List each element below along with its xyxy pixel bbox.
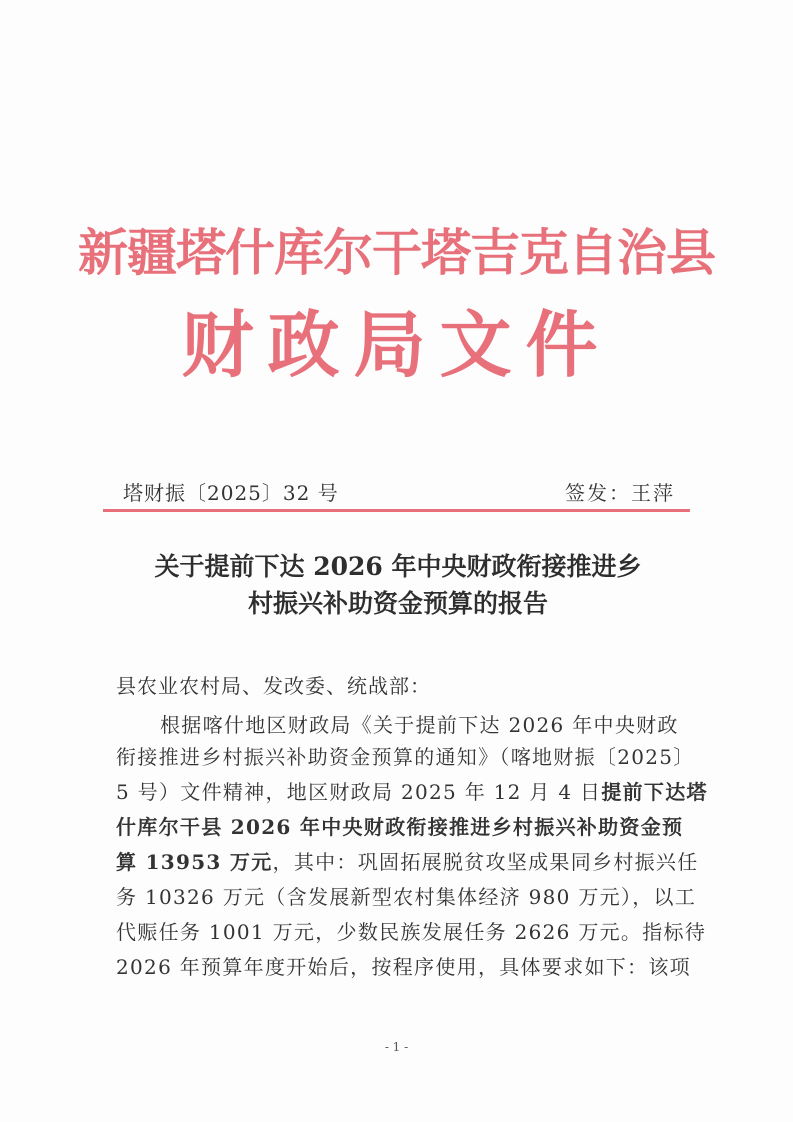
body-line	[160, 710, 720, 740]
body-line	[116, 847, 699, 877]
body-line	[116, 882, 697, 912]
body-line	[116, 777, 708, 807]
title-line-2: 村振兴补助资金预算的报告	[247, 589, 548, 618]
document-type-title: 财政局文件	[181, 302, 612, 387]
body-text-segment: 2026 年预算年度开始后，按程序使用，具体要求如下：该项	[116, 955, 691, 979]
body-line	[116, 952, 691, 982]
body-text-segment: ，其中：巩固拓展脱贫攻坚成果同乡村振兴任	[272, 850, 699, 874]
body-line	[116, 812, 684, 842]
body-text-bold: 什库尔干县 2026 年中央财政衔接推进乡村振兴补助资金预	[116, 815, 684, 839]
page-number: - 1 -	[384, 1040, 409, 1054]
body-text-segment: 5 号）文件精神，地区财政局 2025 年 12 月 4 日	[116, 780, 602, 804]
salutation: 县农业农村局、发改委、统战部：	[116, 674, 431, 698]
red-separator-line	[103, 509, 690, 512]
body-text-segment: 务 10326 万元（含发展新型农村集体经济 980 万元），以工	[116, 885, 697, 909]
body-text-bold: 提前下达塔	[601, 780, 708, 804]
document-number: 塔财振〔2025〕32 号	[123, 481, 339, 505]
body-line	[116, 742, 695, 772]
body-text-segment: 代赈任务 1001 万元，少数民族发展任务 2626 万元。指标待	[116, 920, 707, 944]
body-text-segment: 根据喀什地区财政局《关于提前下达 2026 年中央财政	[160, 713, 679, 737]
document-title	[103, 548, 693, 622]
issuing-organization: 新疆塔什库尔干塔吉克自治县	[78, 223, 715, 282]
body-text-bold: 算 13953 万元	[116, 850, 273, 874]
body-text-segment: 衔接推进乡村振兴补助资金预算的通知》（喀地财振〔2025〕	[116, 745, 695, 769]
signer: 签发：王萍	[565, 481, 675, 505]
title-line-1: 关于提前下达 2026 年中央财政衔接推进乡	[154, 552, 642, 581]
body-line	[116, 917, 707, 947]
